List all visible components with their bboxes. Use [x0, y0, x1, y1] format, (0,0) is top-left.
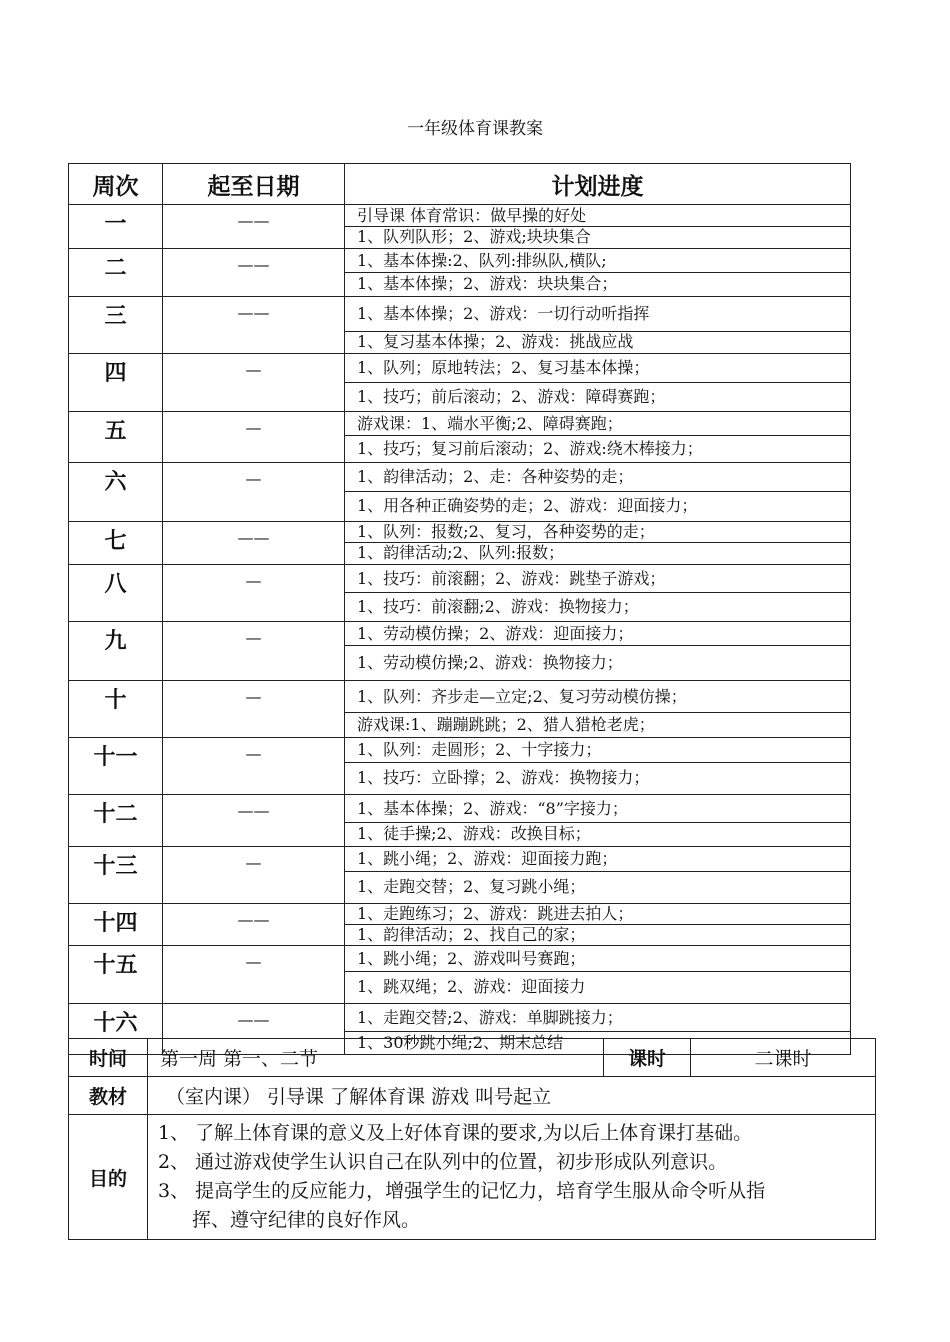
plan-line: 1、劳动模仿操；2、游戏：迎面接力；	[345, 622, 850, 646]
schedule-body	[69, 205, 851, 1055]
schedule-row	[69, 463, 851, 522]
plan-line: 1、队列队形；2、游戏;块块集合	[357, 227, 591, 246]
week-cell: 一	[69, 205, 163, 249]
schedule-row	[69, 522, 851, 565]
goal-item: 3、 提高学生的反应能力，增强学生的记忆力，培育学生服从命令听从指	[158, 1180, 766, 1202]
week-cell: 十四	[69, 904, 163, 946]
plan-line: 1、队列：走圆形；2、十字接力；	[345, 738, 850, 763]
date-cell: —	[163, 946, 345, 1004]
plan-cell	[345, 946, 851, 1004]
goal-list	[148, 1115, 876, 1240]
lesson-goal-row	[69, 1115, 876, 1240]
date-cell: ——	[163, 249, 345, 297]
schedule-table	[68, 163, 851, 1055]
plan-cell	[345, 565, 851, 622]
week-cell: 五	[69, 412, 163, 463]
plan-line: 1、复习基本体操；2、游戏：挑战应战	[357, 332, 634, 351]
plan-line: 1、基本体操:2、队列:排纵队,横队;	[345, 249, 850, 273]
date-cell: —	[163, 738, 345, 795]
week-cell: 十六	[69, 1004, 163, 1055]
date-cell: —	[163, 565, 345, 622]
date-cell: ——	[163, 522, 345, 565]
plan-line: 1、基本体操；2、游戏：一切行动听指挥	[345, 297, 850, 332]
date-cell: —	[163, 412, 345, 463]
header-week: 周次	[69, 164, 163, 205]
goal-item: 2、 通过游戏使学生认识自己在队列中的位置，初步形成队列意识。	[158, 1151, 728, 1173]
schedule-row	[69, 249, 851, 297]
plan-line: 1、走跑练习；2、游戏：跳进去拍人；	[345, 904, 850, 925]
lesson-material-row	[69, 1077, 876, 1115]
schedule-row	[69, 946, 851, 1004]
week-cell: 十三	[69, 847, 163, 904]
plan-line: 1、徒手操;2、游戏：改换目标；	[357, 824, 591, 843]
schedule-row	[69, 297, 851, 354]
plan-line: 游戏课:1、蹦蹦跳跳；2、猎人猎枪老虎；	[357, 715, 655, 734]
schedule-header-row	[69, 164, 851, 205]
plan-line: 1、技巧：前滚翻;2、游戏：换物接力；	[357, 597, 639, 616]
plan-line: 1、技巧：前滚翻；2、游戏：跳垫子游戏；	[345, 565, 850, 593]
plan-line: 1、基本体操；2、游戏：“8”字接力；	[345, 795, 850, 823]
date-cell: —	[163, 847, 345, 904]
plan-line: 1、跳小绳；2、游戏：迎面接力跑；	[345, 847, 850, 872]
date-cell: ——	[163, 205, 345, 249]
plan-cell	[345, 522, 851, 565]
plan-line: 1、走跑交替；2、复习跳小绳；	[357, 877, 586, 896]
week-cell: 六	[69, 463, 163, 522]
plan-cell	[345, 205, 851, 249]
plan-line: 1、队列：报数;2、复习，各种姿势的走；	[345, 522, 850, 543]
date-cell: ——	[163, 297, 345, 354]
plan-line: 1、基本体操；2、游戏：块块集合；	[357, 274, 618, 293]
plan-line: 1、韵律活动；2、走：各种姿势的走；	[345, 463, 850, 492]
material-value: （室内课） 引导课 了解体育课 游戏 叫号起立	[148, 1077, 876, 1115]
time-label: 时间	[69, 1039, 148, 1077]
plan-line: 游戏课：1、端水平衡;2、障碍赛跑；	[345, 412, 850, 436]
date-cell: —	[163, 354, 345, 412]
week-cell: 七	[69, 522, 163, 565]
plan-line: 1、劳动模仿操;2、游戏：换物接力；	[357, 653, 623, 672]
schedule-row	[69, 412, 851, 463]
plan-line: 1、用各种正确姿势的走；2、游戏：迎面接力；	[357, 496, 698, 515]
plan-cell	[345, 249, 851, 297]
lesson-time-row	[69, 1039, 876, 1077]
date-cell: ——	[163, 795, 345, 847]
schedule-row	[69, 565, 851, 622]
plan-line: 引导课 体育常识：做早操的好处	[345, 205, 850, 227]
week-cell: 八	[69, 565, 163, 622]
date-cell: ——	[163, 904, 345, 946]
plan-line: 1、韵律活动；2、找自己的家；	[357, 925, 586, 944]
week-cell: 十五	[69, 946, 163, 1004]
schedule-row	[69, 795, 851, 847]
plan-cell	[345, 622, 851, 681]
plan-cell	[345, 847, 851, 904]
date-cell: —	[163, 622, 345, 681]
plan-cell	[345, 738, 851, 795]
lesson-table	[68, 1038, 876, 1240]
hours-value: 二课时	[691, 1039, 876, 1077]
time-value: 第一周 第一、二节	[148, 1039, 604, 1077]
date-cell: ——	[163, 1004, 345, 1055]
plan-line: 1、30秒跳小绳;2、期末总结	[357, 1033, 564, 1052]
material-label: 教材	[69, 1077, 148, 1115]
document-title: 一年级体育课教案	[407, 119, 543, 139]
plan-line: 1、队列：齐步走—立定;2、复习劳动模仿操；	[345, 681, 850, 713]
plan-line: 1、技巧；前后滚动；2、游戏：障碍赛跑；	[357, 387, 666, 406]
goal-item: 挥、遵守纪律的良好作风。	[192, 1209, 421, 1231]
date-cell: —	[163, 681, 345, 738]
week-cell: 三	[69, 297, 163, 354]
plan-cell	[345, 795, 851, 847]
plan-cell	[345, 904, 851, 946]
plan-cell	[345, 354, 851, 412]
plan-line: 1、韵律活动;2、队列:报数；	[357, 543, 565, 562]
plan-cell	[345, 681, 851, 738]
week-cell: 二	[69, 249, 163, 297]
goal-label: 目的	[69, 1115, 148, 1240]
schedule-row	[69, 205, 851, 249]
plan-cell	[345, 463, 851, 522]
goal-item: 1、 了解上体育课的意义及上好体育课的要求,为以后上体育课打基础。	[158, 1122, 753, 1144]
schedule-row	[69, 354, 851, 412]
plan-cell	[345, 412, 851, 463]
week-cell: 四	[69, 354, 163, 412]
date-cell: —	[163, 463, 345, 522]
schedule-row	[69, 738, 851, 795]
plan-line: 1、技巧：立卧撑；2、游戏：换物接力；	[357, 768, 650, 787]
hours-label: 课时	[604, 1039, 691, 1077]
schedule-row	[69, 622, 851, 681]
plan-line: 1、跳双绳；2、游戏：迎面接力	[357, 977, 586, 996]
plan-line: 1、走跑交替;2、游戏：单脚跳接力；	[345, 1004, 850, 1032]
plan-line: 1、队列；原地转法；2、复习基本体操；	[345, 354, 850, 383]
week-cell: 十二	[69, 795, 163, 847]
schedule-row	[69, 681, 851, 738]
week-cell: 十	[69, 681, 163, 738]
plan-line: 1、跳小绳；2、游戏叫号赛跑；	[345, 946, 850, 972]
header-plan: 计划进度	[345, 164, 851, 205]
week-cell: 九	[69, 622, 163, 681]
header-date: 起至日期	[163, 164, 345, 205]
schedule-row	[69, 847, 851, 904]
week-cell: 十一	[69, 738, 163, 795]
schedule-row	[69, 904, 851, 946]
plan-line: 1、技巧；复习前后滚动；2、游戏:绕木棒接力；	[357, 439, 703, 458]
plan-cell	[345, 297, 851, 354]
